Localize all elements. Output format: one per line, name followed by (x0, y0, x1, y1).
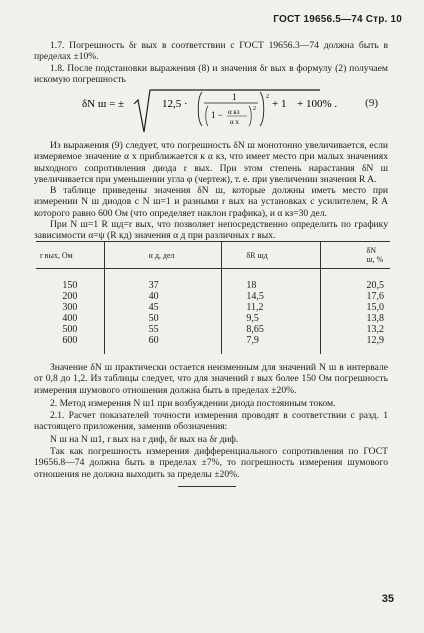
bracket-right (260, 92, 264, 126)
frac-den: α х (230, 118, 239, 126)
equation-number: (9) (365, 97, 378, 109)
table-cell: 15,0 (320, 303, 390, 314)
paragraph-2: 2. Метод измерения N ш1 при возбуждении диода постоянным током. (50, 398, 336, 409)
table-row (36, 336, 390, 355)
table-row (36, 325, 390, 336)
paragraph-ref: При N ш=1 R шд=r вых, что позволяет непосредственно определить по графику зависимости α=ψ (R кд) значения α д при различных r вых. (34, 219, 388, 242)
table-cell: 500 (62, 323, 78, 335)
results-table (36, 241, 390, 354)
formula-one: 1 (232, 92, 237, 102)
table-header-cell: α д, дел (104, 242, 222, 269)
table-cell: 14,5 (222, 292, 320, 303)
table-cell: 50 (104, 314, 222, 325)
paragraph-from-9: Из выражения (9) следует, что погрешность δN ш монотонно увеличивается, если измеряемое значение α х приближается к α кз, что имеет место при малых значениях выходного сопротивления диода r вых. При этом степень нарастания δN ш увеличивается при уменьшении угла φ (чертеж), т. е. при увеличении значения R A. (34, 140, 388, 185)
table-cell: 7,9 (222, 336, 320, 355)
frac-exp: 2 (253, 106, 256, 112)
table-cell: 11,2 (222, 303, 320, 314)
paragraph-1-8: 1.8. После подстановки выражения (8) и значения δr вых в формулу (2) получаем искомую погрешность (34, 63, 388, 86)
table-cell: 8,65 (222, 325, 320, 336)
table-row (36, 269, 390, 292)
table-cell: 17,6 (320, 292, 390, 303)
table-cell: 400 (62, 312, 78, 324)
table-header-cell: r вых, Ом (36, 242, 104, 269)
table-cell: 20,5 (320, 269, 390, 292)
table-cell: 60 (104, 336, 222, 355)
svg-text:2: 2 (266, 94, 269, 100)
table-header-cell: δR шд (222, 242, 320, 269)
table-cell: 600 (62, 334, 78, 346)
formula-tail: + 100% . (297, 98, 338, 110)
svg-text:1 −: 1 − (211, 110, 223, 120)
formula-graphic (82, 88, 382, 138)
page-header: ГОСТ 19656.5—74 Стр. 10 (273, 14, 402, 25)
formula-lhs: δN ш = ± (82, 98, 125, 110)
paragraph-replacements: N ш на N ш1, r вых на r диф, δr вых на δr диф. (50, 434, 239, 445)
table-cell: 300 (62, 301, 78, 313)
page-number: 35 (381, 593, 394, 605)
table-cell: 12,9 (320, 336, 390, 355)
table-row (36, 303, 390, 314)
table-header-row (36, 242, 390, 269)
paragraph-value: Значение δN ш практически остается неизменным для значений N ш в интервале от 0,8 до 1,2. Из таблицы следует, что для значений r вых более 150 Ом погрешность измерения шумового отношения должна быть в пределах ±20%. (34, 362, 388, 396)
bracket-left (198, 92, 202, 126)
table-cell: 150 (62, 280, 78, 291)
table-cell: 9,5 (222, 314, 320, 325)
paragraph-final: Так как погрешность измерения дифференциального сопротивления по ГОСТ 19656.8—74 должна быть в пределах ±7%, то погрешность измерения шумового отношения не должна выходить за пределы ±20%. (34, 446, 388, 480)
table-cell: 18 (222, 269, 320, 292)
table-row (36, 314, 390, 325)
table-row (36, 292, 390, 303)
paragraph-table-intro: В таблице приведены значения δN ш, которые должны иметь место при измерении N ш диодов с N ш=1 и разными r вых на установках с усилителем, R A которого равно 600 Ом (что определяет наклон графика), и α кз=30 дел. (34, 185, 388, 219)
table-cell: 45 (104, 303, 222, 314)
paragraph-1-7: 1.7. Погрешность δr вых в соответствии с ГОСТ 19656.3—74 должна быть в пределах ±10%. (34, 40, 388, 63)
paragraph-2-1: 2.1. Расчет показателей точности измерения проводят в соответствии с разд. 1 настоящего приложения, заменив обозначения: (34, 410, 388, 433)
table-cell: 40 (104, 292, 222, 303)
end-rule (178, 486, 236, 487)
table-header-cell: δN ш, % (320, 242, 390, 269)
formula-9 (82, 88, 382, 138)
table-cell: 13,2 (320, 325, 390, 336)
table-cell: 55 (104, 325, 222, 336)
formula-plus-one: + 1 (272, 98, 287, 110)
table-cell: 200 (62, 290, 78, 302)
formula-coef: 12,5 · (162, 98, 188, 110)
sqrt-sign (134, 90, 320, 132)
frac-num: α кз (228, 108, 240, 116)
table-cell: 13,8 (320, 314, 390, 325)
table-cell: 37 (104, 269, 222, 292)
